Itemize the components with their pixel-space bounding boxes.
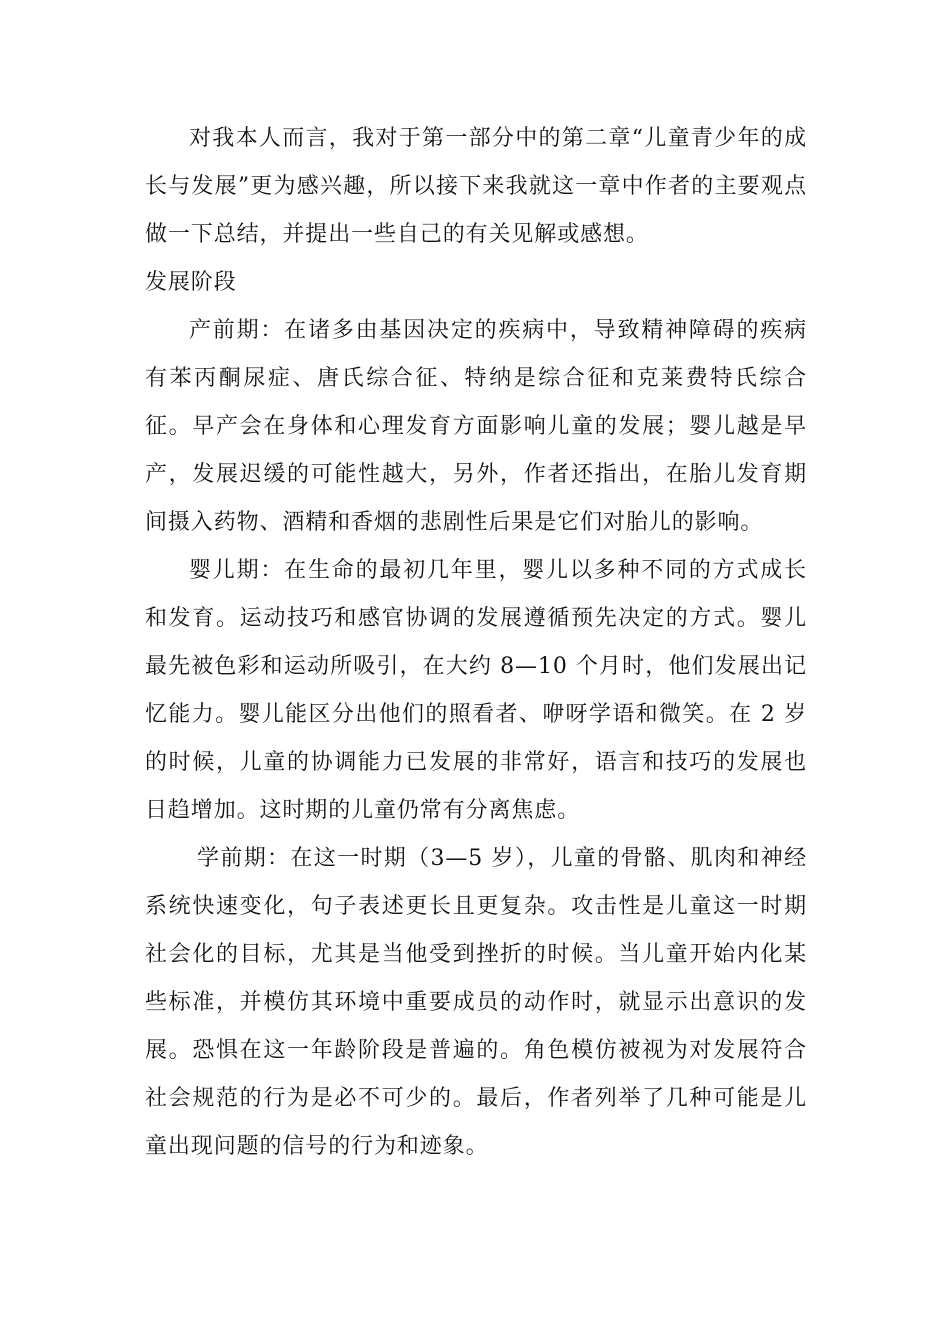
section-heading: 发展阶段 (145, 270, 237, 295)
preschool-paragraph: 学前期：在这一时期（3—5 岁），儿童的骨骼、肌肉和神经系统快速变化，句子表述更长且更复杂。攻击性是儿童这一时期社会化的目标，尤其是当他受到挫折的时候。当儿童开始内化某些标准，并模仿其环境中重要成员的动作时，就显示出意识的发展。恐惧在这一年龄阶段是普遍的。角色模仿被视为对发展符合社会规范的行为是必不可少的。最后，作者列举了几种可能是儿童出现问题的信号的行为和迹象。 (145, 846, 807, 1159)
infancy-paragraph: 婴儿期：在生命的最初几年里，婴儿以多种不同的方式成长和发育。运动技巧和感官协调的发展遵循预先决定的方式。婴儿最先被色彩和运动所吸引，在大约 8—10 个月时，他们发展出记忆能力。婴儿能区分出他们的照看者、咿呀学语和微笑。在 2 岁的时候，儿童的协调能力已发展的非常好，语言和技巧的发展也日趋增加。这时期的儿童仍常有分离焦虑。 (145, 558, 807, 823)
document-body (145, 115, 807, 1171)
prenatal-paragraph: 产前期：在诸多由基因决定的疾病中，导致精神障碍的疾病有苯丙酮尿症、唐氏综合征、特纳是综合征和克莱费特氏综合征。早产会在身体和心理发育方面影响儿童的发展；婴儿越是早产，发展迟缓的可能性越大，另外，作者还指出，在胎儿发育期间摄入药物、酒精和香烟的悲剧性后果是它们对胎儿的影响。 (145, 318, 807, 535)
intro-paragraph: 对我本人而言，我对于第一部分中的第二章“儿童青少年的成长与发展”更为感兴趣，所以接下来我就这一章中作者的主要观点做一下总结，并提出一些自己的有关见解或感想。 (145, 126, 807, 247)
